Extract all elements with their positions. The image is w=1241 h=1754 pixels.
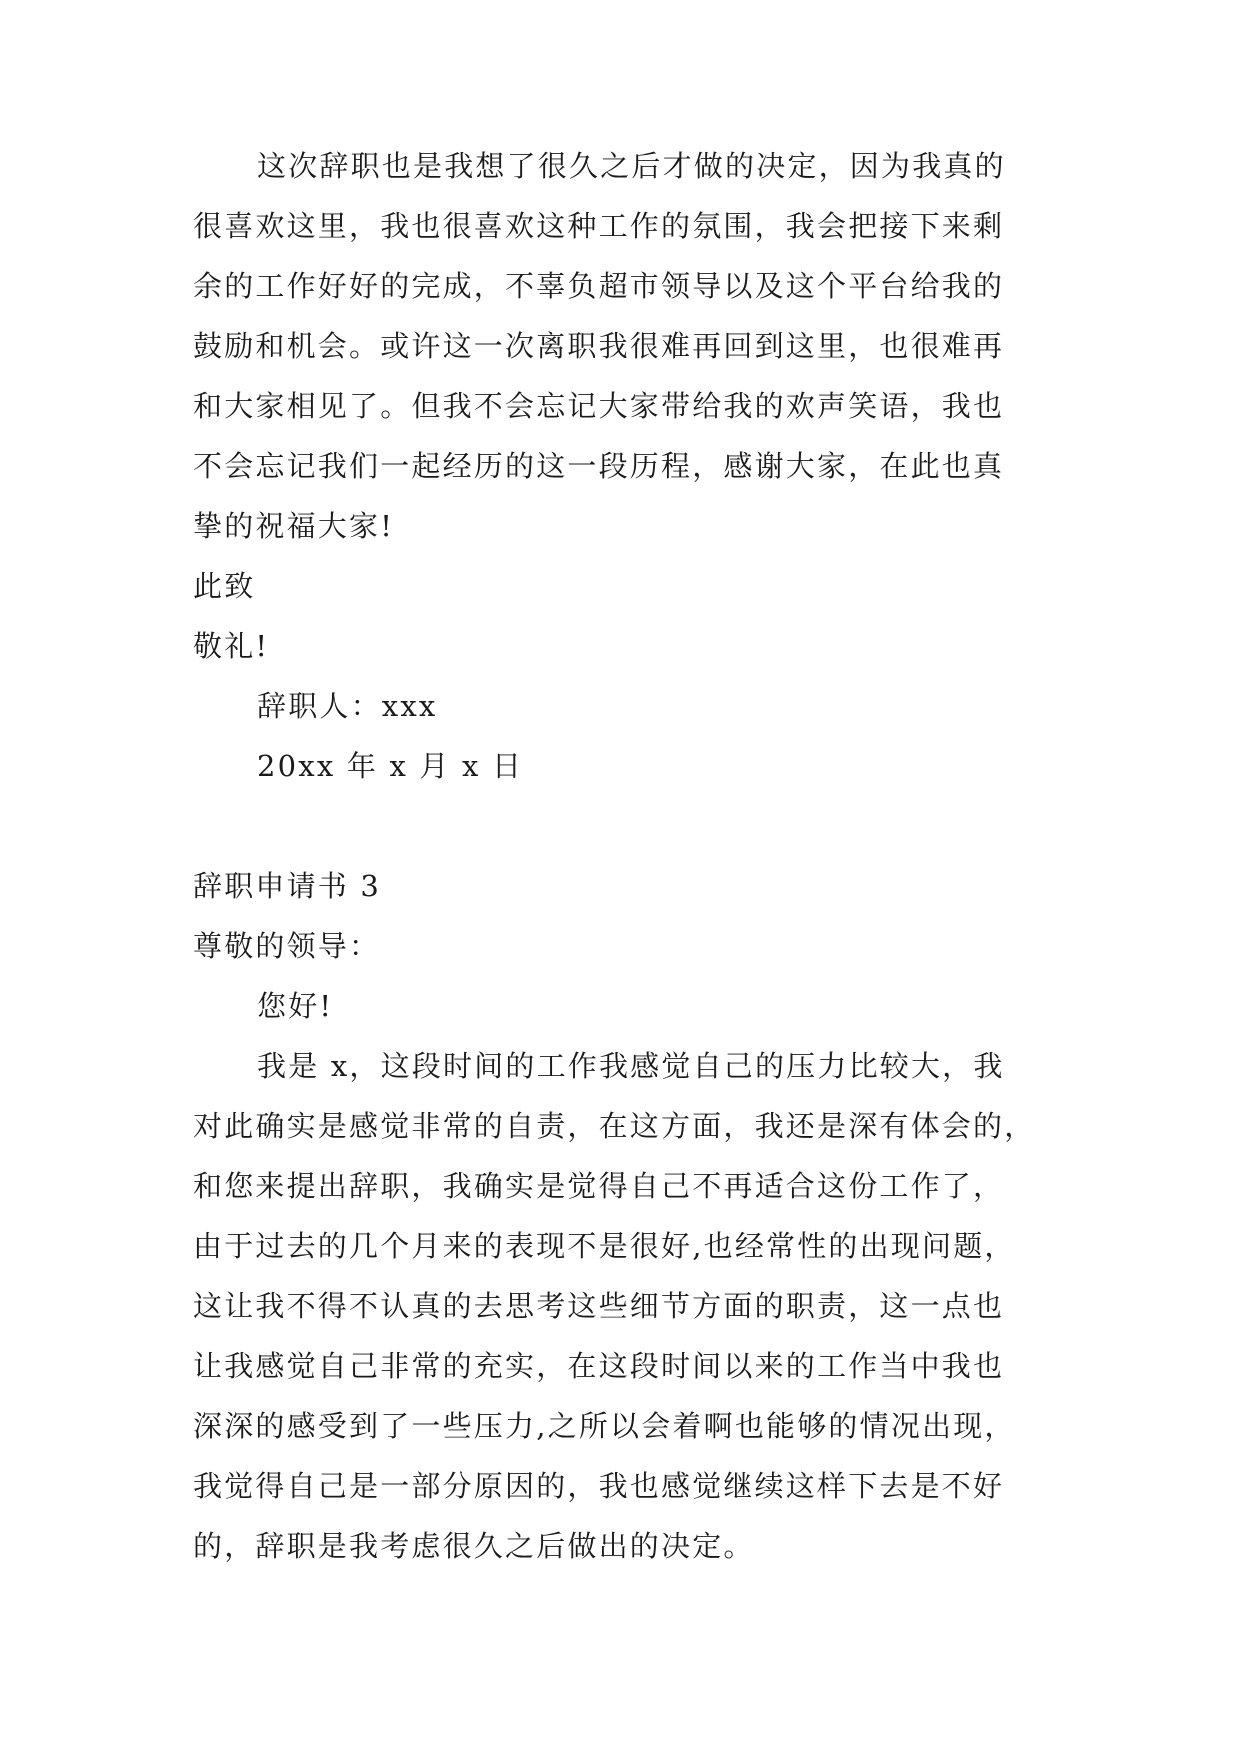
paragraph-line: 深深的感受到了一些压力,之所以会着啊也能够的情况出现，	[193, 1409, 1016, 1443]
paragraph-line: 余的工作好好的完成，不辜负超市领导以及这个平台给我的	[193, 269, 1005, 303]
paragraph-line: 这让我不得不认真的去思考这些细节方面的职责，这一点也	[193, 1289, 1005, 1323]
salutation-line: 尊敬的领导：	[193, 929, 381, 963]
paragraph-line: 的，辞职是我考虑很久之后做出的决定。	[193, 1529, 755, 1563]
paragraph-line: 对此确实是感觉非常的自责，在这方面，我还是深有体会的，	[193, 1109, 1036, 1143]
date-line: 20xx 年 x 月 x 日	[257, 749, 524, 783]
paragraph-line: 不会忘记我们一起经历的这一段历程，感谢大家，在此也真	[193, 449, 1005, 483]
paragraph-line: 和您来提出辞职，我确实是觉得自己不再适合这份工作了，	[193, 1169, 1005, 1203]
greeting-line: 您好!	[257, 989, 334, 1023]
closing-line: 此致	[193, 569, 256, 603]
paragraph-line: 很喜欢这里，我也很喜欢这种工作的氛围，我会把接下来剩	[193, 209, 1005, 243]
closing-line: 敬礼!	[193, 629, 270, 663]
paragraph-line: 和大家相见了。但我不会忘记大家带给我的欢声笑语，我也	[193, 389, 1005, 423]
paragraph-line: 我是 x，这段时间的工作我感觉自己的压力比较大，我	[257, 1049, 1005, 1083]
paragraph-line: 我觉得自己是一部分原因的，我也感觉继续这样下去是不好	[193, 1469, 1005, 1503]
paragraph-line: 挚的祝福大家!	[193, 509, 395, 543]
section-title: 辞职申请书 3	[193, 869, 382, 903]
paragraph-line: 由于过去的几个月来的表现不是很好,也经常性的出现问题，	[193, 1229, 1016, 1263]
paragraph-line: 鼓励和机会。或许这一次离职我很难再回到这里，也很难再	[193, 329, 1005, 363]
paragraph-line: 让我感觉自己非常的充实，在这段时间以来的工作当中我也	[193, 1349, 1005, 1383]
paragraph-line: 这次辞职也是我想了很久之后才做的决定，因为我真的	[257, 149, 1006, 183]
signer-line: 辞职人：xxx	[257, 689, 438, 723]
